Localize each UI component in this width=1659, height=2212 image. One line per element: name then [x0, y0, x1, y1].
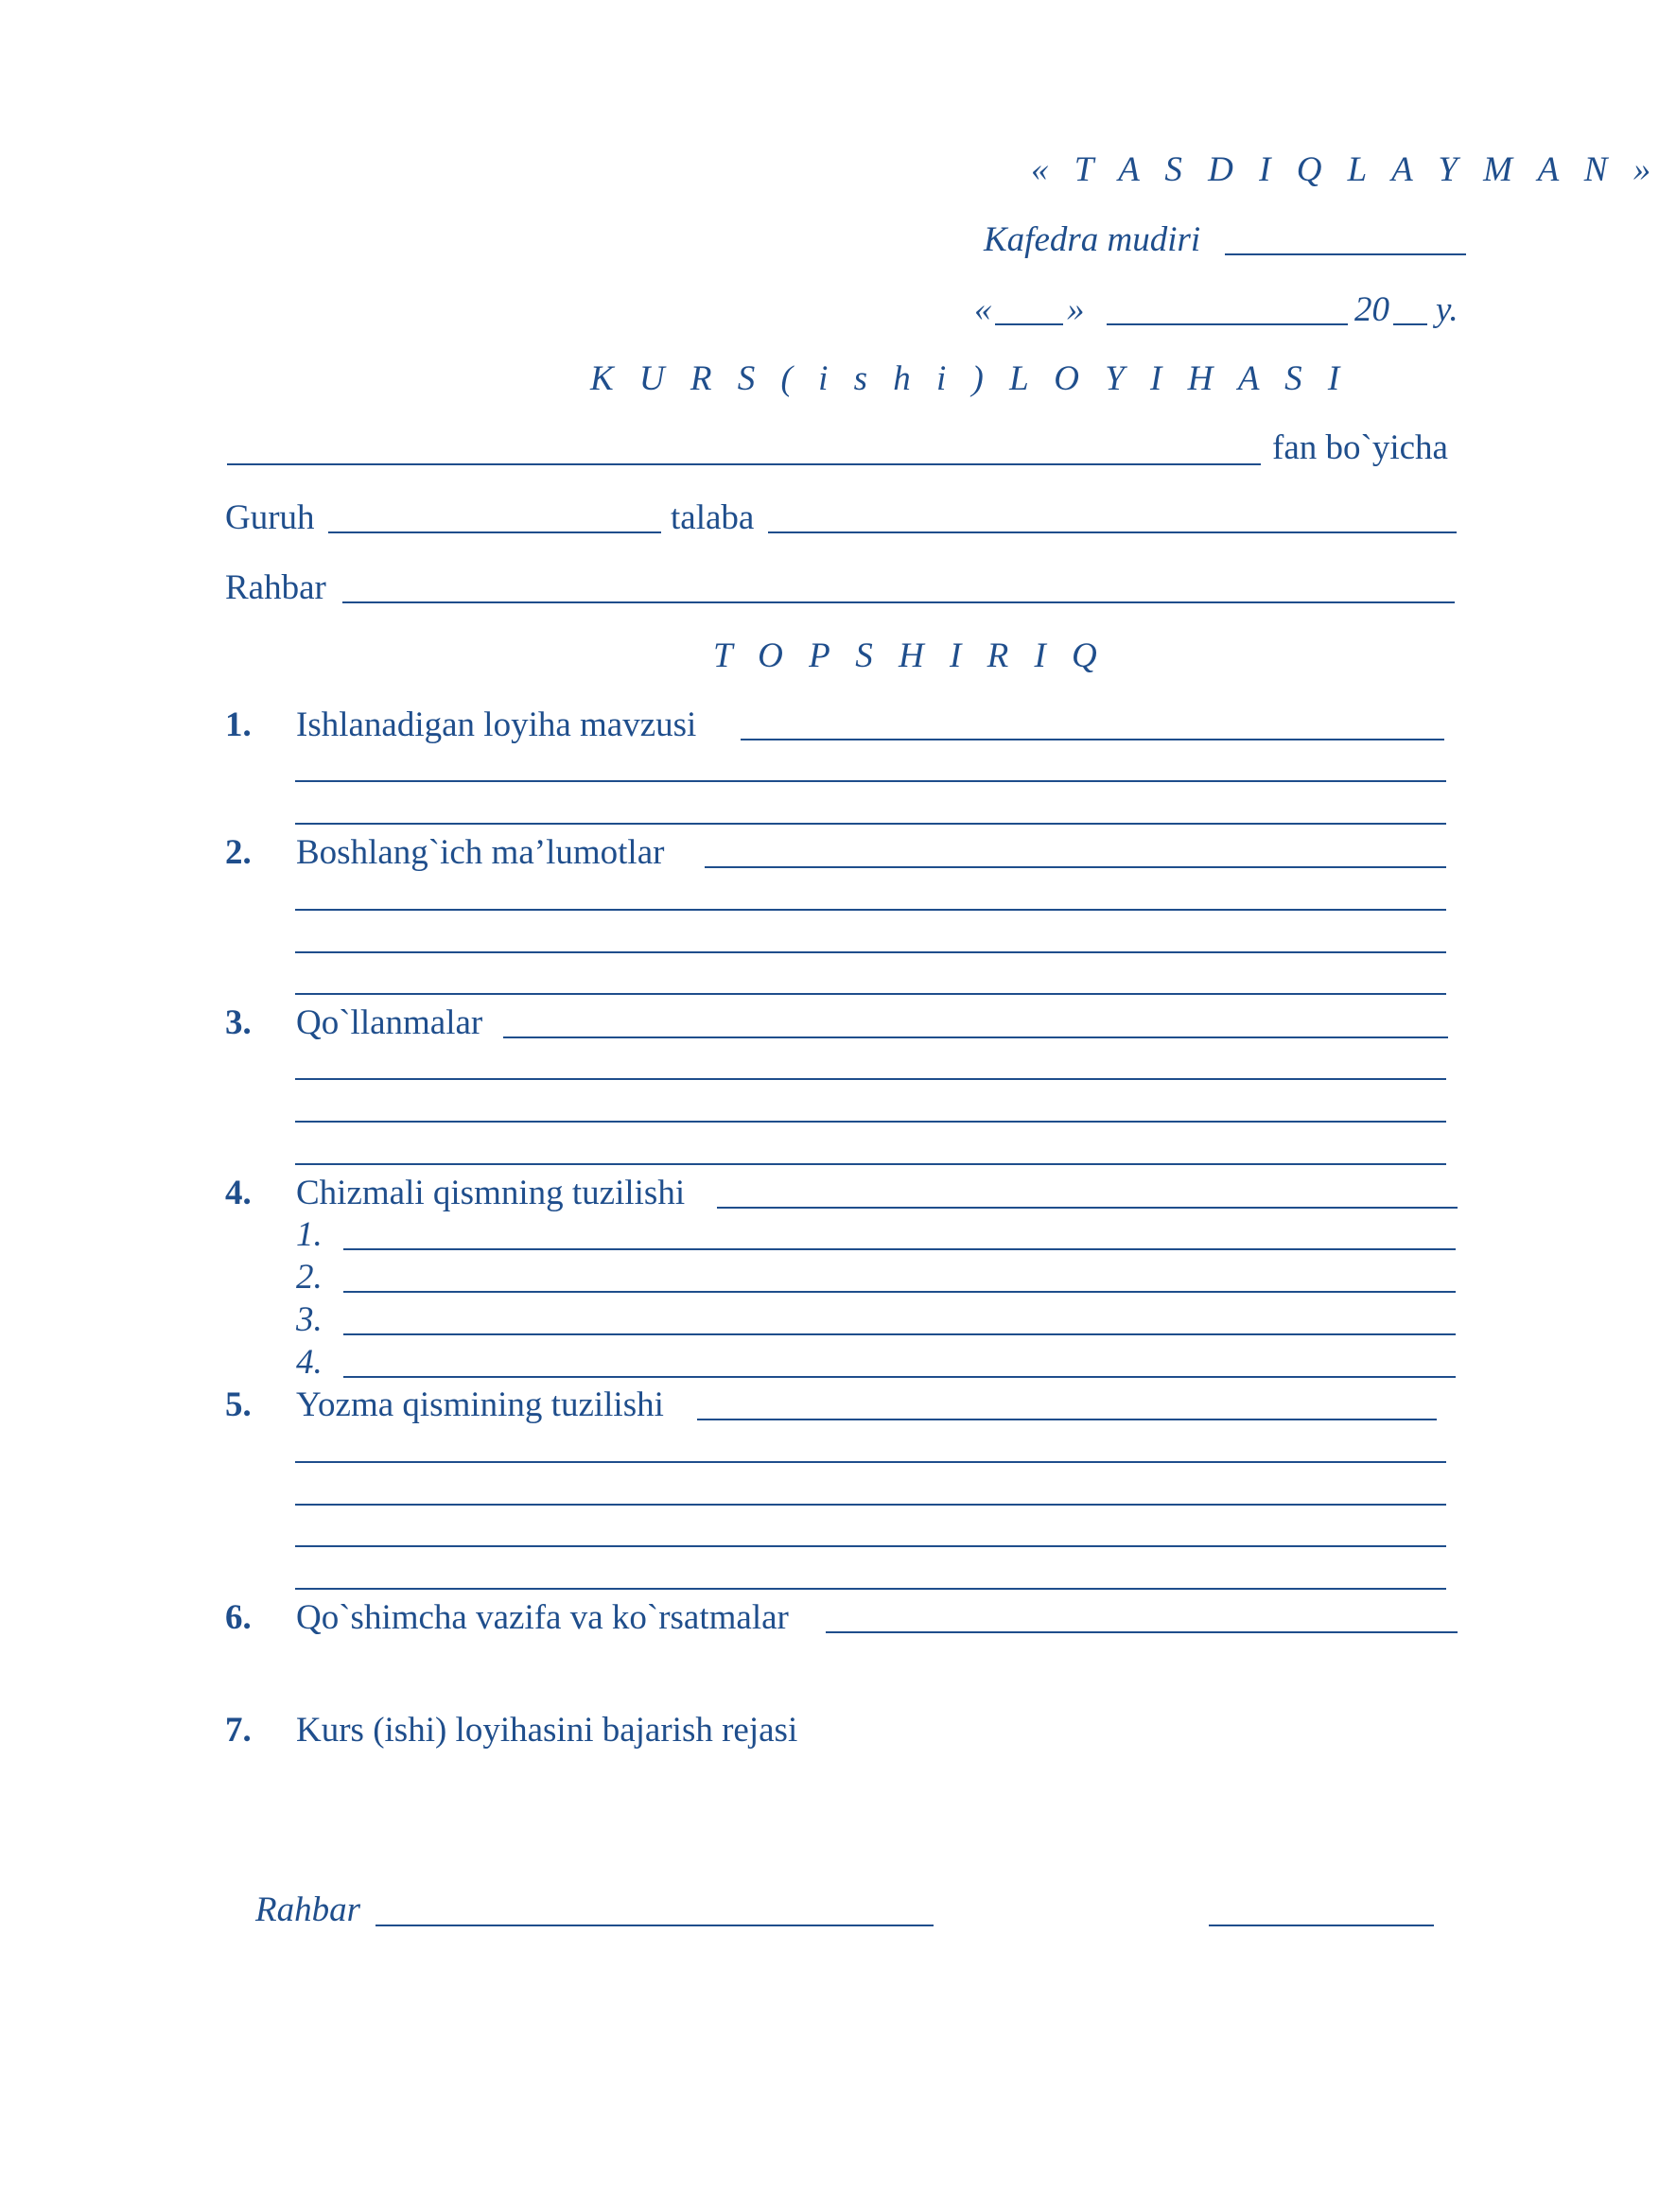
- subitem-number: 2.: [296, 1258, 323, 1297]
- footer-supervisor-label: Rahbar: [255, 1890, 360, 1929]
- approval-title: « T A S D I Q L A Y M A N »: [1031, 150, 1659, 189]
- manuals-line[interactable]: [295, 1163, 1446, 1165]
- footer-date-line[interactable]: [1209, 1925, 1434, 1926]
- written-part-line[interactable]: [295, 1504, 1446, 1506]
- manuals-line[interactable]: [503, 1036, 1448, 1038]
- subitem-number: 1.: [296, 1215, 323, 1254]
- date-close-quote: »: [1067, 290, 1085, 329]
- drawing-subitem-line[interactable]: [343, 1376, 1456, 1378]
- written-part-line[interactable]: [295, 1545, 1446, 1547]
- drawing-part-line[interactable]: [717, 1207, 1458, 1209]
- subject-line[interactable]: [227, 463, 1261, 465]
- date-month-line[interactable]: [1107, 323, 1348, 325]
- item-number: 7.: [225, 1711, 252, 1750]
- initial-data-line[interactable]: [705, 866, 1446, 868]
- group-line[interactable]: [328, 531, 661, 533]
- written-part-line[interactable]: [697, 1419, 1437, 1420]
- manuals-line[interactable]: [295, 1078, 1446, 1080]
- item-number: 2.: [225, 833, 252, 872]
- item-number: 3.: [225, 1003, 252, 1042]
- item-label-initial-data: Boshlang`ich ma’lumotlar: [296, 833, 665, 872]
- year-suffix: y.: [1436, 290, 1458, 329]
- initial-data-line[interactable]: [295, 951, 1446, 953]
- item-label-written-part: Yozma qismining tuzilishi: [296, 1385, 664, 1424]
- item-number: 4.: [225, 1174, 252, 1212]
- written-part-line[interactable]: [295, 1461, 1446, 1463]
- student-label: talaba: [671, 498, 755, 537]
- assignment-title: T O P S H I R I Q: [713, 636, 1106, 675]
- supervisor-label: Rahbar: [225, 568, 326, 607]
- supervisor-line[interactable]: [342, 601, 1455, 603]
- date-day-line[interactable]: [995, 323, 1063, 325]
- topic-line[interactable]: [295, 823, 1446, 825]
- group-label: Guruh: [225, 498, 315, 537]
- year-prefix: 20: [1354, 290, 1389, 329]
- item-label-manuals: Qo`llanmalar: [296, 1003, 483, 1042]
- item-label-topic: Ishlanadigan loyiha mavzusi: [296, 705, 697, 744]
- drawing-subitem-line[interactable]: [343, 1291, 1456, 1293]
- item-label-work-plan: Kurs (ishi) loyihasini bajarish rejasi: [296, 1711, 798, 1750]
- drawing-subitem-line[interactable]: [343, 1248, 1456, 1250]
- topic-line[interactable]: [295, 780, 1446, 782]
- additional-tasks-line[interactable]: [826, 1631, 1458, 1633]
- student-line[interactable]: [768, 531, 1457, 533]
- item-number: 5.: [225, 1385, 252, 1424]
- initial-data-line[interactable]: [295, 909, 1446, 911]
- year-line[interactable]: [1393, 323, 1427, 325]
- topic-line[interactable]: [741, 739, 1444, 740]
- initial-data-line[interactable]: [295, 993, 1446, 995]
- subitem-number: 3.: [296, 1300, 323, 1339]
- date-open-quote: «: [974, 290, 992, 329]
- subject-suffix: fan bo`yicha: [1272, 428, 1448, 467]
- manuals-line[interactable]: [295, 1121, 1446, 1123]
- written-part-line[interactable]: [295, 1588, 1446, 1590]
- item-number: 1.: [225, 705, 252, 744]
- item-number: 6.: [225, 1598, 252, 1637]
- course-project-title: K U R S ( i s h i ) L O Y I H A S I: [590, 359, 1349, 398]
- item-label-drawing-part: Chizmali qismning tuzilishi: [296, 1174, 686, 1212]
- subitem-number: 4.: [296, 1343, 323, 1382]
- head-label: Kafedra mudiri: [984, 220, 1201, 259]
- item-label-additional-tasks: Qo`shimcha vazifa va ko`rsatmalar: [296, 1598, 789, 1637]
- drawing-subitem-line[interactable]: [343, 1333, 1456, 1335]
- head-signature-line[interactable]: [1225, 253, 1466, 255]
- footer-signature-line[interactable]: [375, 1925, 934, 1926]
